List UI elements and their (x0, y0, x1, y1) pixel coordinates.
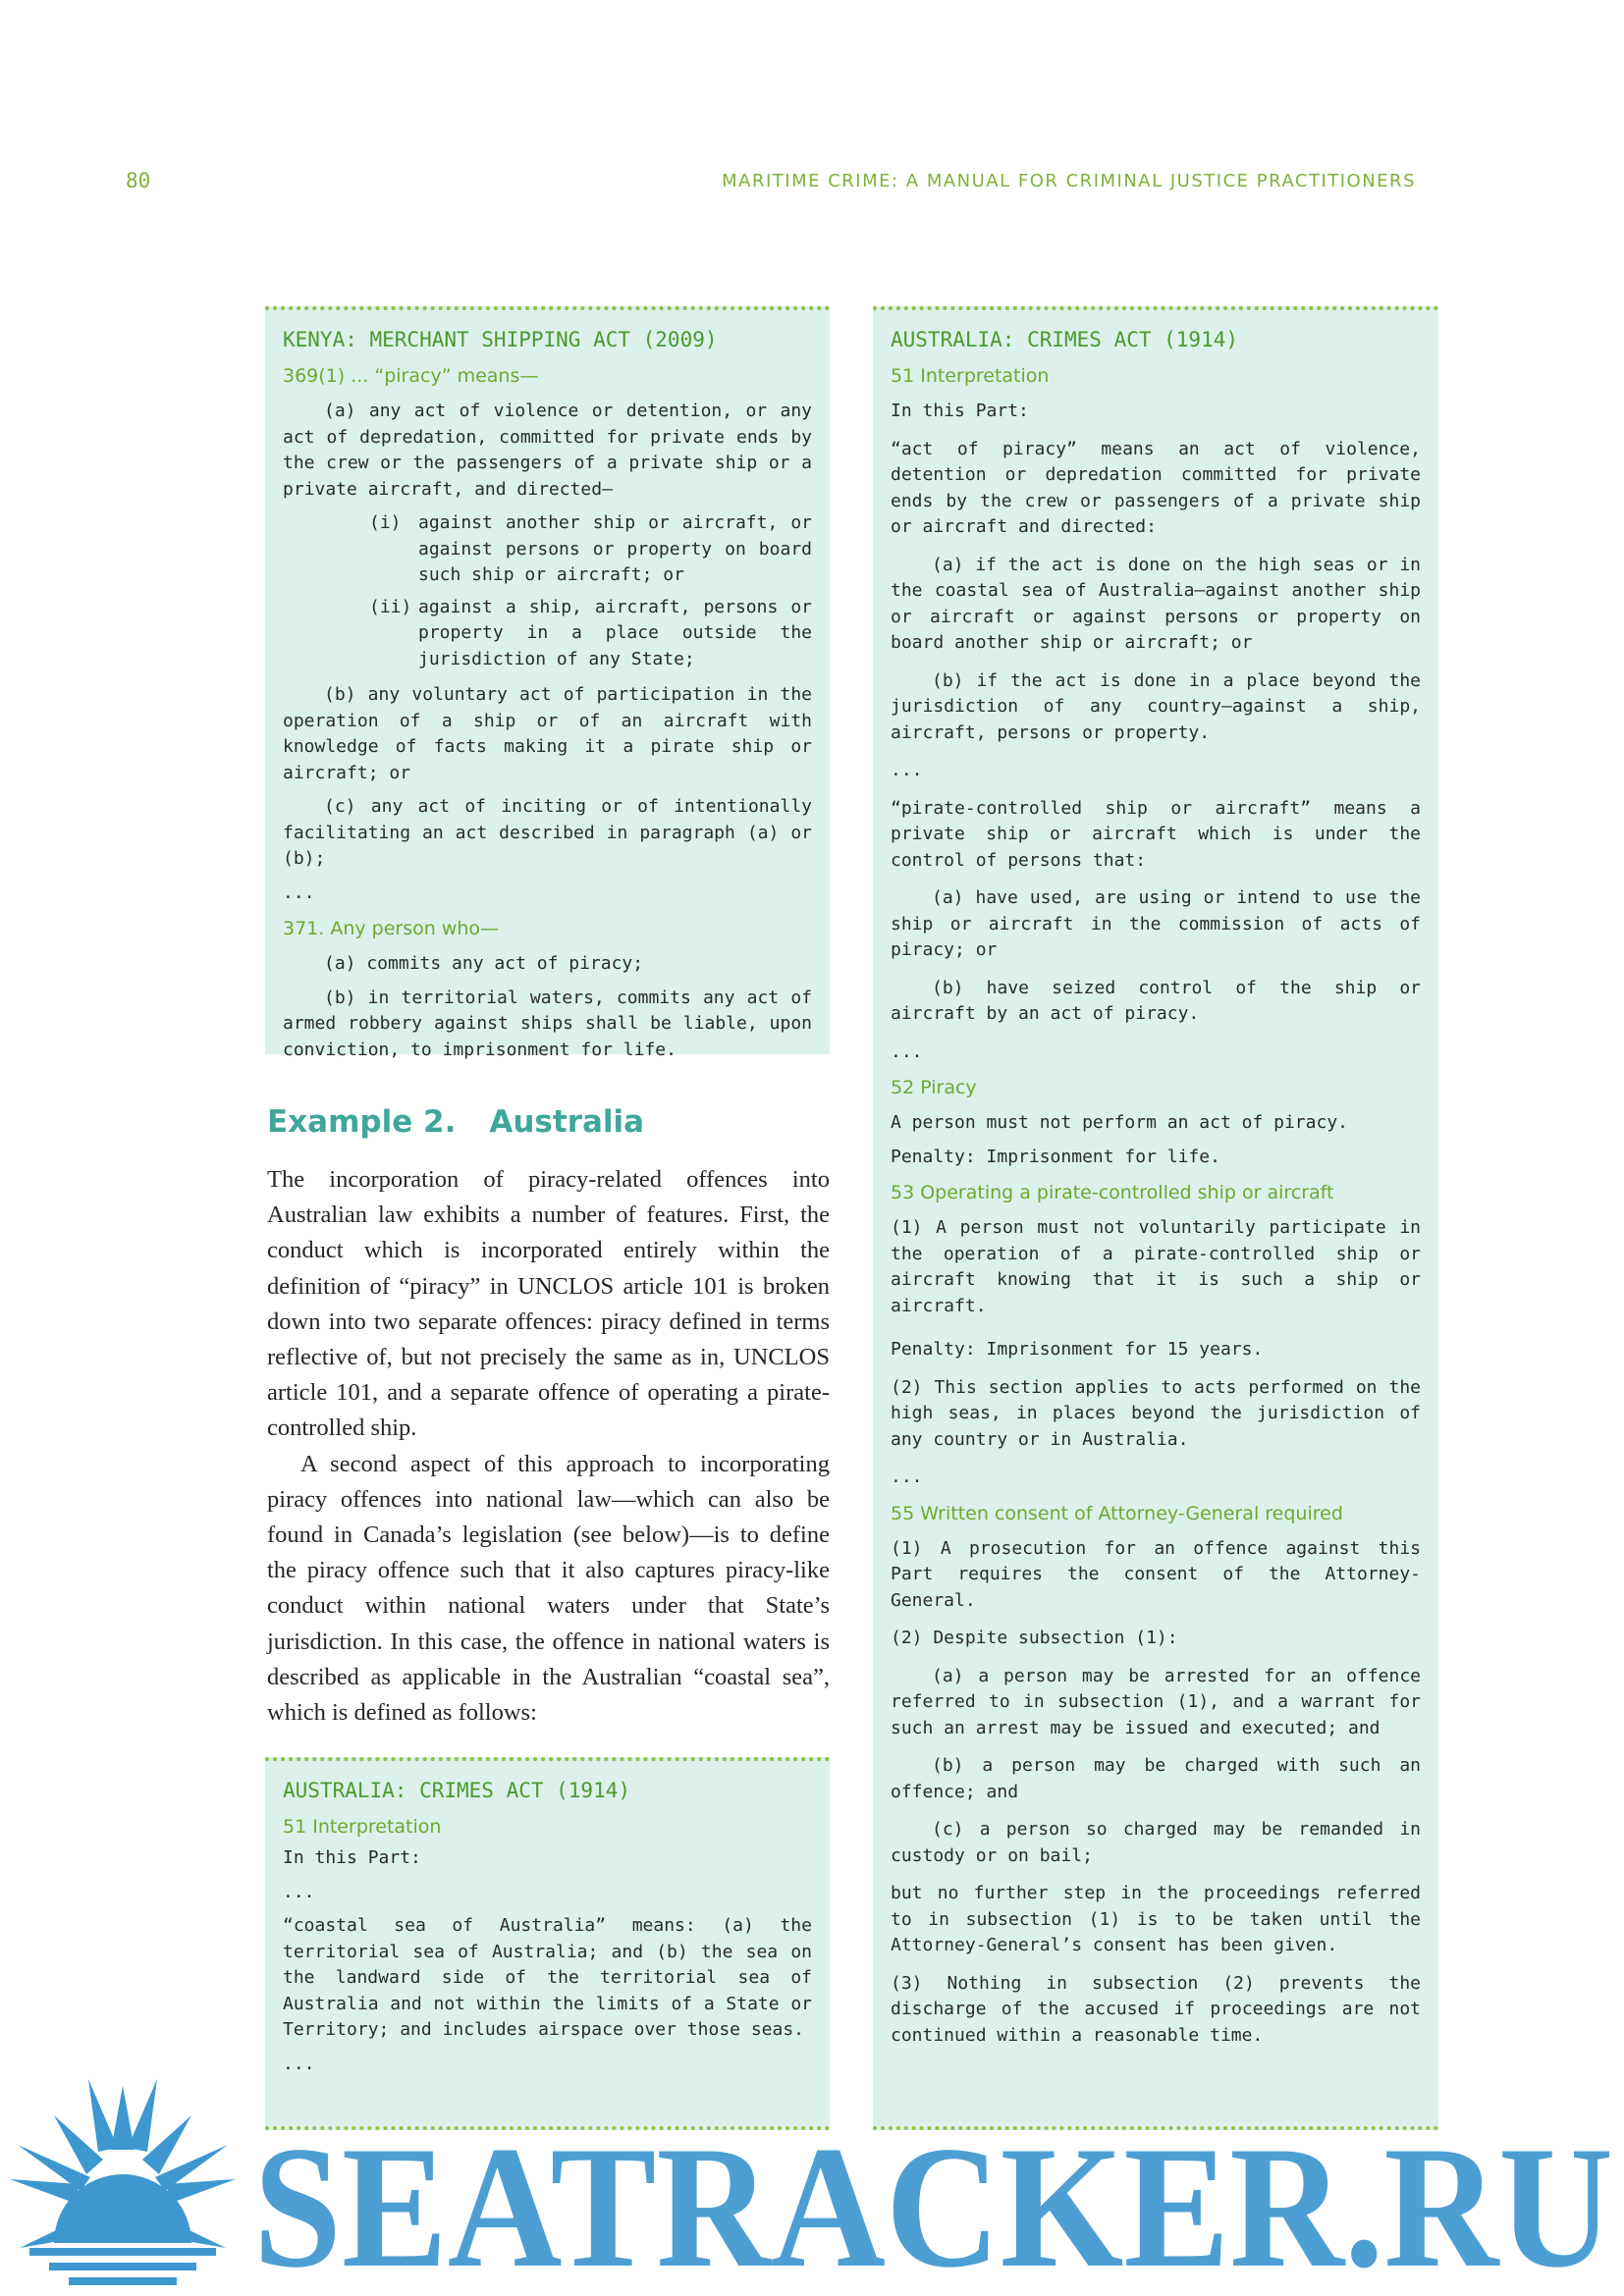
example-title: Australia (489, 1104, 645, 1140)
body-paragraph-2: A second aspect of this approach to incorporating piracy offences into national law—which can also be found in Canada’s legislation (see below)—is to define the piracy offence such that it also captures piracy-like conduct within national waters under that State’s jurisdiction. In this case, the offence in national waters is described as applicable in the Australian “coastal sea”, which is defined as follows: (267, 1450, 830, 1727)
subitem-label: (ii) (369, 596, 412, 617)
australia-box-right-title: AUSTRALIA: CRIMES ACT (1914) (891, 328, 1239, 351)
act-of-piracy-definition: “act of piracy” means an act of violence, detention or depredation committed for private ends by the crew or passengers of a private ship or aircraft and directed: (891, 438, 1421, 537)
subitem-label: (i) (369, 512, 402, 533)
watermark (0, 2071, 1624, 2296)
section-55-3: (3) Nothing in subsection (2) prevents the discharge of the accused if proceedings are not continued within a reasonable time. (891, 1972, 1421, 2046)
section-369-b: (b) any voluntary act of participation in the operation of a ship or of an aircraft with knowledge of facts making it a pirate ship or aircraft; or (283, 684, 812, 783)
section-53-heading: 53 Operating a pirate-controlled ship or aircraft (891, 1182, 1334, 1203)
intro-text: In this Part: (283, 1847, 421, 1868)
section-52-text: A person must not perform an act of piracy. (891, 1112, 1348, 1133)
ellipsis: ... (891, 760, 923, 780)
pirate-controlled-a: (a) have used, are using or intend to use the ship or aircraft in the commission of acts of piracy; or (891, 887, 1421, 960)
ellipsis: ... (891, 1041, 923, 1062)
section-55-2c: (c) a person so charged may be remanded in custody or on bail; (891, 1819, 1421, 1866)
body-paragraph-1: The incorporation of piracy-related offences into Australian law exhibits a number of features. First, the conduct which is incorporated entirely within the definition of “piracy” in UNCLOS article 101 is broken down into two separate offences: piracy defined in terms reflective of, but not precisely the same as in, UNCLOS article 101, and a separate offence of operating a pirate-controlled ship. (267, 1166, 830, 1442)
australia-box-lower-title: AUSTRALIA: CRIMES ACT (1914) (283, 1779, 631, 1802)
section-369-heading: 369(1) ... “piracy” means— (283, 365, 539, 387)
section-369-c: (c) any act of inciting or of intentionally facilitating an act described in paragraph (a) or (b); (283, 796, 812, 869)
ellipsis: ... (283, 881, 315, 903)
ellipsis: ... (283, 2053, 315, 2074)
section-369-a-ii (369, 595, 812, 673)
kenya-box-title: KENYA: MERCHANT SHIPPING ACT (2009) (283, 328, 718, 351)
body-text (267, 1162, 830, 1731)
section-371-b: (b) in territorial waters, commits any act of armed robbery against ships shall be liable, upon conviction, to imprisonment for life. (283, 987, 812, 1060)
section-52-heading: 52 Piracy (891, 1077, 977, 1098)
sun-logo-icon (10, 2079, 236, 2285)
running-title: MARITIME CRIME: A MANUAL FOR CRIMINAL JUSTICE PRACTITIONERS (722, 171, 1416, 191)
section-371-a: (a) commits any act of piracy; (324, 953, 644, 974)
section-55-heading: 55 Written consent of Attorney-General required (891, 1502, 1343, 1524)
coastal-sea-definition: “coastal sea of Australia” means: (a) the territorial sea of Australia; and (b) the sea on the landward side of the territorial sea of Australia and not within the limits of a State or Territory; and includes airspace over those seas. (283, 1915, 812, 2040)
section-55-2: (2) Despite subsection (1): (891, 1628, 1178, 1648)
page-number: 80 (126, 169, 151, 192)
pirate-controlled-b: (b) have seized control of the ship or aircraft by an act of piracy. (891, 977, 1421, 1024)
watermark-text: SEATRACKER.RU (253, 2109, 1613, 2296)
intro-text: In this Part: (891, 400, 1029, 421)
example-number: Example 2. (267, 1104, 457, 1140)
section-51-heading: 51 Interpretation (891, 365, 1050, 387)
subitem-text: against a ship, aircraft, persons or property in a place outside the jurisdiction of any State; (418, 596, 812, 669)
australia-box-right (873, 306, 1438, 2130)
ellipsis: ... (891, 1467, 923, 1487)
section-55-1: (1) A prosecution for an offence against this Part requires the consent of the Attorney-General. (891, 1537, 1421, 1611)
section-371-heading: 371. Any person who— (283, 918, 500, 939)
section-369-a-i (369, 510, 812, 589)
act-of-piracy-a: (a) if the act is done on the high seas or in the coastal sea of Australia—against another ship or aircraft or against persons or property on board another ship or aircraft; or (891, 554, 1421, 653)
section-369-a: (a) any act of violence or detention, or any act of depredation, committed for private ends by the crew or the passengers of a private ship or a private aircraft, and directed— (283, 400, 812, 500)
section-52-penalty: Penalty: Imprisonment for life. (891, 1146, 1220, 1167)
section-51-heading: 51 Interpretation (283, 1816, 442, 1838)
section-55-2a: (a) a person may be arrested for an offence referred to in subsection (1), and a warrant for such an arrest may be issued and executed; and (891, 1665, 1421, 1738)
section-55-2-tail: but no further step in the proceedings referred to in subsection (1) is to be taken until the Attorney-General’s consent has been given. (891, 1883, 1421, 1955)
pirate-controlled-definition: “pirate-controlled ship or aircraft” means a private ship or aircraft which is under the control of persons that: (891, 797, 1421, 871)
kenya-box (265, 306, 830, 1060)
section-53-2: (2) This section applies to acts performed on the high seas, in places beyond the jurisdiction of any country or in Australia. (891, 1376, 1421, 1450)
example-heading (267, 1104, 644, 1140)
ellipsis: ... (283, 1881, 315, 1902)
subitem-text: against another ship or aircraft, or against persons or property on board such ship or aircraft; or (418, 512, 812, 585)
act-of-piracy-b: (b) if the act is done in a place beyond the jurisdiction of any country—against a ship, aircraft, persons or property. (891, 669, 1421, 743)
section-55-2b: (b) a person may be charged with such an offence; and (891, 1755, 1421, 1802)
section-53-penalty: Penalty: Imprisonment for 15 years. (891, 1339, 1264, 1360)
section-53-1: (1) A person must not voluntarily participate in the operation of a pirate-controlled ship or aircraft knowing that it is such a ship or aircraft. (891, 1217, 1421, 1316)
